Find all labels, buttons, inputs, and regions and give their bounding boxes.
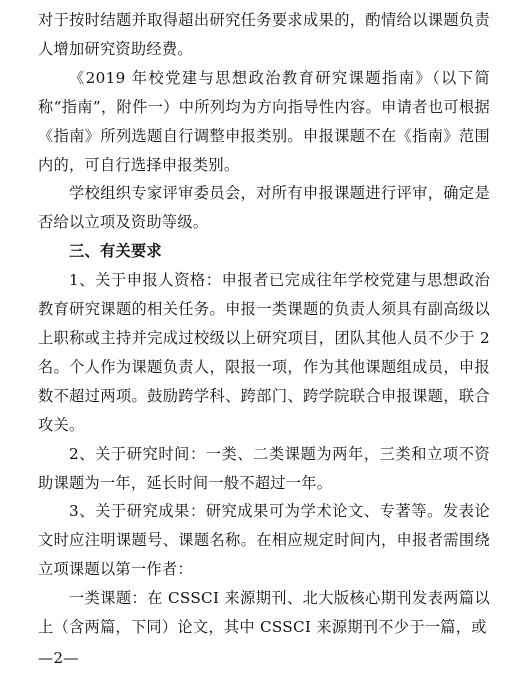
paragraph-research-time: 2、关于研究时间：一类、二类课题为两年，三类和立项不资助课题为一年，延长时间一般不超过一年。 [38, 444, 490, 492]
paragraph-guide-note: 《2019 年校党建与思想政治教育研究课题指南》（以下简称“指南”，附件一）中所列均为方向指导性内容。申请者也可根据《指南》所列选题自行调整申报类别。申报课题不在《指南》范围内的，可自行选择申报类别。 [38, 68, 490, 174]
paragraph-review-committee: 学校组织专家评审委员会，对所有申报课题进行评审，确定是否给以立项及资助等级。 [38, 184, 490, 232]
paragraph-research-results: 3、关于研究成果：研究成果可为学术论文、专著等。发表论文时应注明课题号、课题名称。在相应规定时间内，申报者需围绕立项课题以第一作者： [38, 502, 490, 579]
section-heading-requirements: 三、有关要求 [69, 242, 162, 261]
document-body [38, 6, 490, 642]
paragraph-funding-note: 对于按时结题并取得超出研究任务要求成果的，酌情给以课题负责人增加研究资助经费。 [38, 11, 490, 58]
paragraph-applicant-qualification: 1、关于申报人资格：申报者已完成往年学校党建与思想政治教育研究课题的相关任务。申报一类课题的负责人须具有副高级以上职称或主持并完成过校级以上研究项目，团队其他人员不少于 2 名。个人作为课题负责人，限报一项，作为其他课题组成员，申报数不超过两项。鼓励跨学科、跨部门、跨学院联合申报课题，联合攻关。 [38, 271, 490, 434]
paragraph-class-one-requirements: 一类课题：在 CSSCI 来源期刊、北大版核心期刊发表两篇以上（含两篇，下同）论文，其中 CSSCI 来源期刊不少于一篇，或 [38, 589, 490, 637]
page-number: —2— [38, 649, 80, 667]
